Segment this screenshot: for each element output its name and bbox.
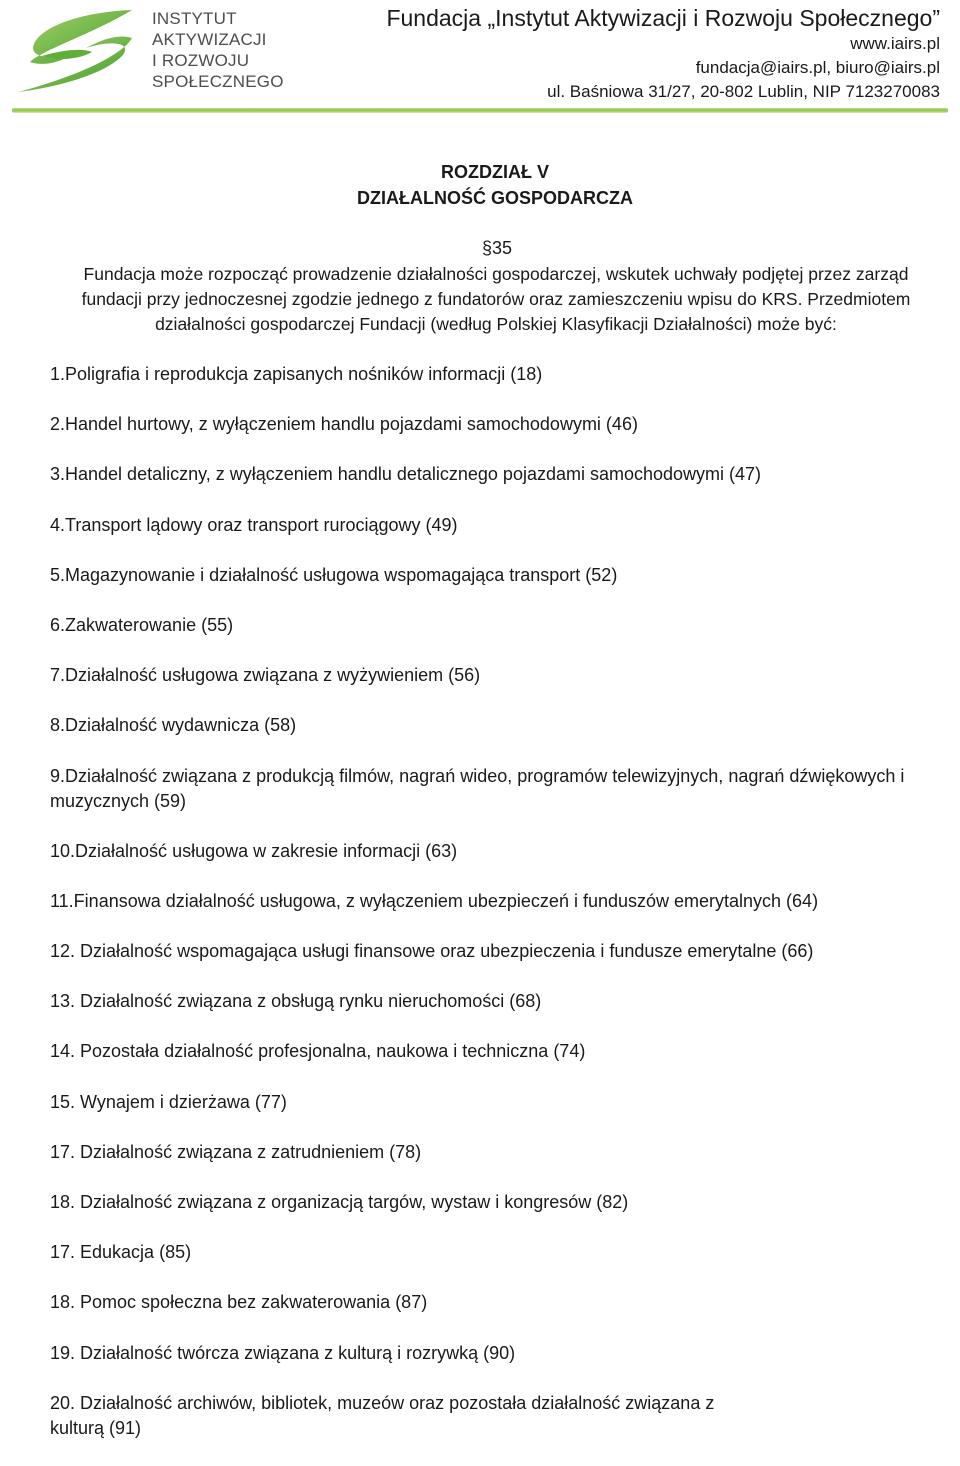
organization-info [386,4,940,104]
list-item: 19. Działalność twórcza związana z kulturą i rozrywką (90) [50,1342,516,1363]
organization-name: Fundacja „Instytut Aktywizacji i Rozwoju Społecznego” [386,5,940,31]
list-item: 14. Pozostała działalność profesjonalna, naukowa i techniczna (74) [50,1041,586,1062]
list-item: 7.Działalność usługowa związana z wyżywieniem (56) [50,665,481,686]
list-item: 17. Działalność związana z zatrudnieniem (78) [50,1141,422,1162]
email-addresses[interactable]: fundacja@iairs.pl, biuro@iairs.pl [695,58,940,77]
list-item: 12. Działalność wspomagająca usługi finansowe oraz ubezpieczenia i fundusze emerytalne (66) [50,941,814,962]
chapter-number: ROZDZIAŁ V [441,162,549,182]
list-item: 9.Działalność związana z produkcją filmów, nagrań wideo, programów telewizyjnych, nagrań dźwiękowych i muzycznych (59) [50,765,905,811]
list-item: 3.Handel detaliczny, z wyłączeniem handlu detalicznego pojazdami samochodowymi (47) [50,464,762,485]
list-item: 10.Działalność usługowa w zakresie informacji (63) [50,840,458,861]
list-item: 2.Handel hurtowy, z wyłączeniem handlu pojazdami samochodowymi (46) [50,414,638,435]
list-item: 13. Działalność związana z obsługą rynku nieruchomości (68) [50,991,542,1012]
logo-line: INSTYTUT [152,9,237,28]
list-item: 4.Transport lądowy oraz transport rurociągowy (49) [50,514,458,535]
logo-wordmark [152,8,284,92]
activity-list [50,362,950,1466]
logo-line: I ROZWOJU [152,51,250,70]
paragraph-number: §35 [482,238,513,258]
list-item: 15. Wynajem i dzierżawa (77) [50,1091,287,1112]
logo-line: AKTYWIZACJI [152,30,267,49]
header-divider [12,108,948,113]
list-item: 17. Edukacja (85) [50,1242,192,1263]
logo [12,4,292,100]
postal-address: ul. Baśniowa 31/27, 20-802 Lublin, NIP 7123270083 [547,82,940,101]
list-item: 5.Magazynowanie i działalność usługowa wspomagająca transport (52) [50,564,618,585]
logo-line: SPOŁECZNEGO [152,72,284,91]
list-item: 18. Działalność związana z organizacją targów, wystaw i kongresów (82) [50,1192,629,1212]
website-link[interactable]: www.iairs.pl [850,34,940,53]
logo-swoosh-icon [12,4,147,96]
list-item: 18. Pomoc społeczna bez zakwaterowania (87) [50,1292,428,1313]
list-item: 1.Poligrafia i reprodukcja zapisanych nośników informacji (18) [50,364,543,384]
paragraph-line: fundacji przy jednoczesnej zgodzie jednego z fundatorów oraz zamieszczeniu wpisu do KRS. Przedmiotem [81,289,911,309]
letterhead [0,0,960,112]
paragraph-text [50,262,942,337]
list-item: 11.Finansowa działalność usługowa, z wyłączeniem ubezpieczeń i funduszów emerytalnych (64) [50,890,819,911]
paragraph-line: Fundacja może rozpocząć prowadzenie działalności gospodarczej, wskutek uchwały podjętej przez zarząd [83,264,909,284]
list-item: 6.Zakwaterowanie (55) [50,614,234,635]
chapter-title: DZIAŁALNOŚĆ GOSPODARCZA [357,188,633,208]
paragraph-line: działalności gospodarczej Fundacji (według Polskiej Klasyfikacji Działalności) może być: [155,314,837,334]
list-item: 8.Działalność wydawnicza (58) [50,715,297,736]
list-item: 20. Działalność archiwów, bibliotek, muzeów oraz pozostała działalność związana z kulturą (91) [50,1392,715,1438]
